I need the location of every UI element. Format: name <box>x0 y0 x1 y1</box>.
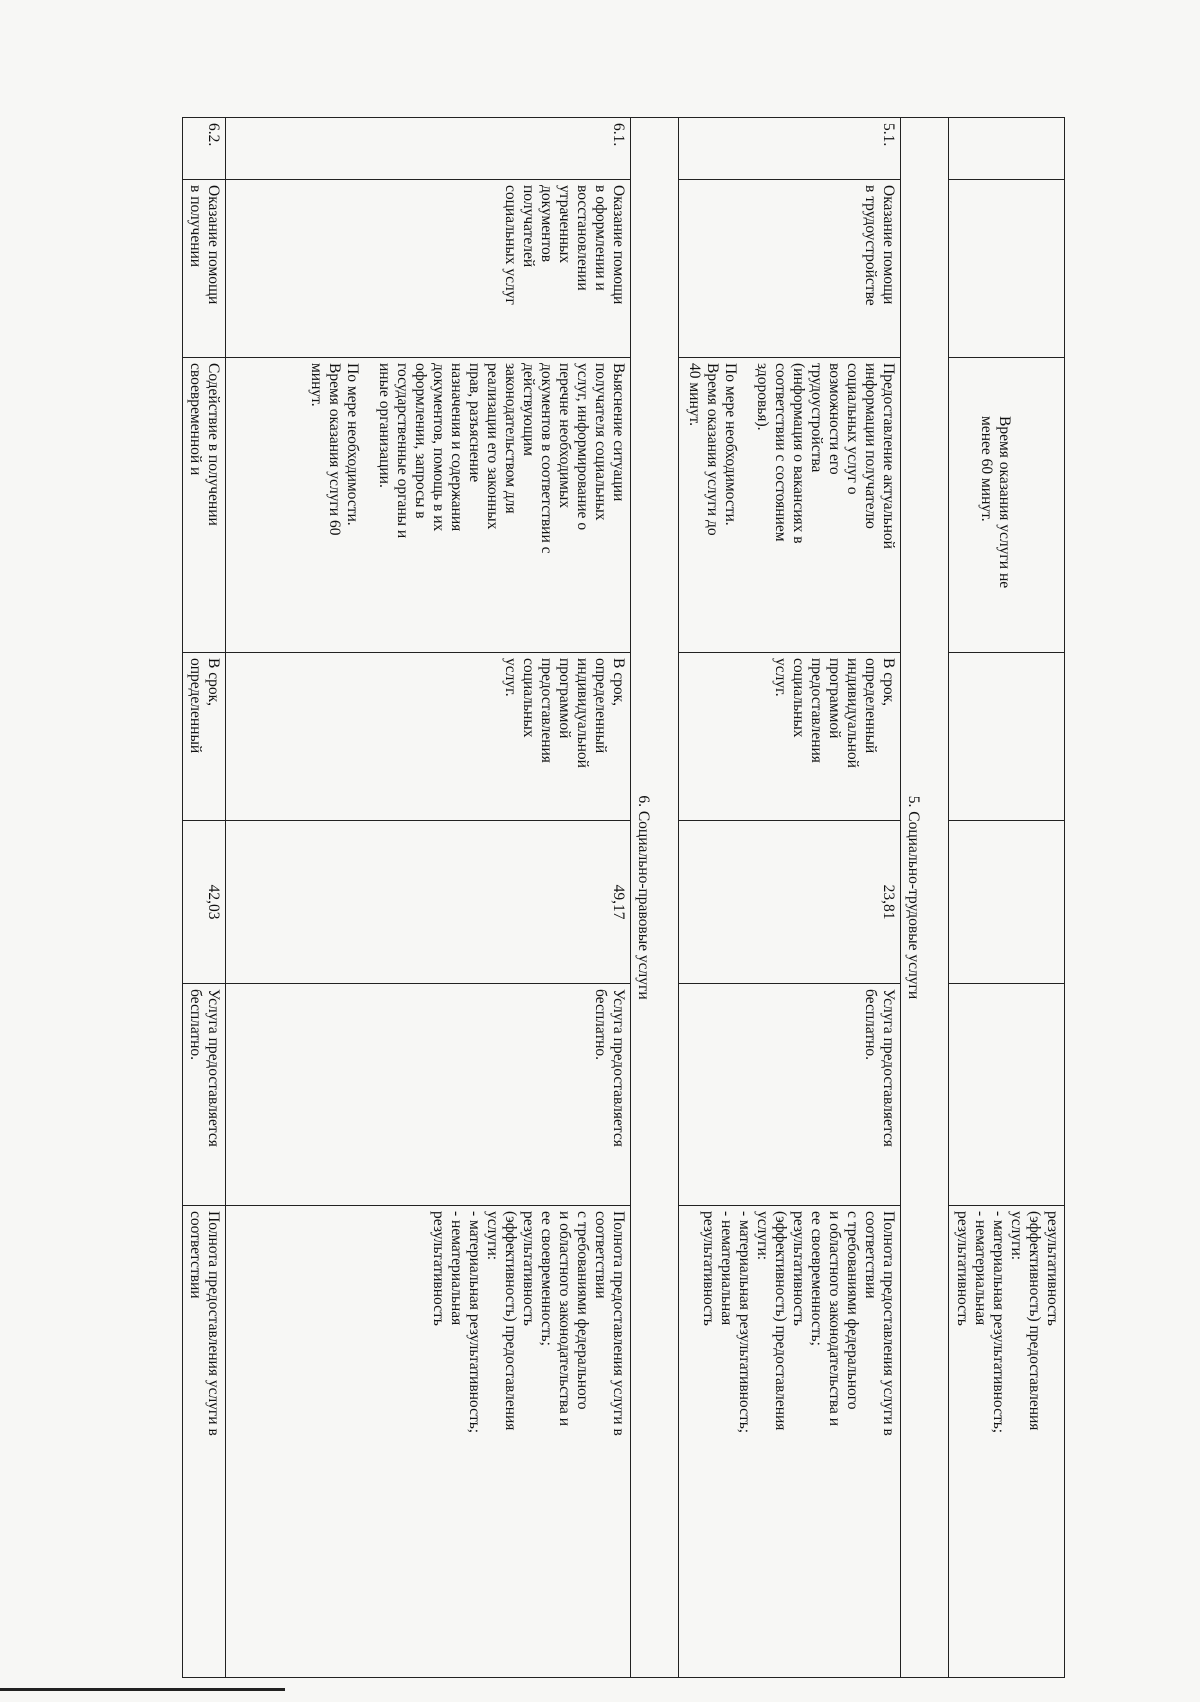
term-cell <box>226 653 631 821</box>
services-table-body <box>183 118 1065 1678</box>
quality-line: результативность <box>1044 1211 1061 1326</box>
name-line: в трудоустройстве <box>862 185 879 306</box>
description-line: социальных услуг о <box>844 363 861 495</box>
name-cell <box>183 180 226 358</box>
description-line: менее 60 минут. <box>978 416 995 522</box>
term-cell <box>949 653 1065 821</box>
quality-line: - материальная результативность; <box>466 1211 483 1434</box>
description-line: Время оказания услуги не <box>996 416 1013 589</box>
description-line: Предоставление актуальной <box>880 363 897 549</box>
quality-line: - нематериальная <box>972 1211 989 1326</box>
description-line: услуг, информирование о <box>574 363 591 531</box>
quality-line: ее своевременность; <box>538 1211 555 1346</box>
table-row <box>226 118 631 1678</box>
table-row <box>679 118 901 1678</box>
number-cell: 5.1. <box>679 118 901 180</box>
conditions-cell <box>183 984 226 1206</box>
term-line: предоставления <box>808 658 825 763</box>
price-cell <box>949 821 1065 984</box>
term-line: услуг. <box>502 658 519 697</box>
quality-line: соответствии <box>862 1211 879 1299</box>
description-cell <box>949 358 1065 653</box>
quality-line: Полнота предоставления услуги в <box>205 1211 222 1436</box>
section-row <box>901 118 949 1678</box>
name-cell <box>226 180 631 358</box>
description-line: (информация о вакансиях в <box>790 363 807 544</box>
name-line: Оказание помощи <box>610 185 627 305</box>
quality-line: соответствии <box>592 1211 609 1299</box>
name-line: Оказание помощи <box>205 185 222 305</box>
quality-line: соответствии <box>187 1211 204 1299</box>
description-line: назначения и содержания <box>448 363 465 532</box>
section-row <box>631 118 679 1678</box>
description-line: государственные органы и <box>394 363 411 539</box>
quality-cell <box>226 1206 631 1678</box>
name-line: в получении <box>187 185 204 268</box>
description-line: документов в соответствии с <box>538 363 555 554</box>
conditions-line: Услуга предоставляется <box>205 989 222 1147</box>
conditions-line: Услуга предоставляется <box>880 989 897 1147</box>
term-line: В срок, <box>205 658 222 706</box>
quality-line: (эффективность) предоставления <box>772 1211 789 1431</box>
number-cell: 6.2. <box>183 118 226 180</box>
description-line: здоровья). <box>754 363 771 431</box>
quality-cell <box>949 1206 1065 1678</box>
term-line: индивидуальной <box>574 658 591 768</box>
term-line: программой <box>556 658 573 739</box>
name-line: утраченных <box>556 185 573 264</box>
name-line: получателей <box>520 185 537 268</box>
description-line: информации получателю <box>862 363 879 529</box>
number-cell <box>949 118 1065 180</box>
description-cell <box>183 358 226 653</box>
quality-line: результативность <box>954 1211 971 1326</box>
name-line: восстановлении <box>574 185 591 291</box>
name-line: документов <box>538 185 555 263</box>
name-line: социальных услуг <box>502 185 519 305</box>
quality-line: Полнота предоставления услуги в <box>880 1211 897 1436</box>
name-cell <box>679 180 901 358</box>
number-cell: 6.1. <box>226 118 631 180</box>
description-line: документов, помощь в их <box>430 363 447 532</box>
quality-line: ее своевременность; <box>808 1211 825 1346</box>
quality-line: (эффективность) предоставления <box>502 1211 519 1431</box>
description-line: минут. <box>308 363 325 407</box>
term-line: индивидуальной <box>844 658 861 768</box>
quality-line: - материальная результативность; <box>990 1211 1007 1434</box>
conditions-cell <box>949 984 1065 1206</box>
conditions-line: бесплатно. <box>592 989 609 1061</box>
description-line: действующим <box>520 363 537 456</box>
quality-line: с требованиями федерального <box>574 1211 591 1410</box>
description-line: соответствии с состоянием <box>772 363 789 542</box>
quality-line: и областного законодательства и <box>826 1211 843 1427</box>
description-line: возможности его <box>826 363 843 475</box>
quality-line: результативность <box>430 1211 447 1326</box>
table-row <box>183 118 226 1678</box>
name-line: Оказание помощи <box>880 185 897 305</box>
quality-cell <box>183 1206 226 1678</box>
paragraph-gap <box>361 363 375 647</box>
term-line: услуг. <box>772 658 789 697</box>
term-line: В срок, <box>880 658 897 706</box>
description-line: законодательством для <box>502 363 519 514</box>
quality-line: с требованиями федерального <box>844 1211 861 1410</box>
description-line: По мере необходимости. <box>344 363 361 526</box>
quality-line: услуги: <box>1008 1211 1025 1261</box>
description-line: Время оказания услуги до <box>704 363 721 536</box>
term-line: предоставления <box>538 658 555 763</box>
quality-line: - нематериальная <box>718 1211 735 1326</box>
description-line: прав, разъяснение <box>466 363 483 483</box>
edge-mark-bottom-left <box>0 1688 285 1691</box>
name-cell <box>949 180 1065 358</box>
name-line: в оформлении и <box>592 185 609 291</box>
quality-line: (эффективность) предоставления <box>1026 1211 1043 1431</box>
price-cell: 49,17 <box>226 821 631 984</box>
price-cell: 23,81 <box>679 821 901 984</box>
description-line: Выяснение ситуации <box>610 363 627 502</box>
term-cell <box>679 653 901 821</box>
services-table <box>182 117 1065 1678</box>
quality-cell <box>679 1206 901 1678</box>
description-cell <box>226 358 631 653</box>
conditions-line: бесплатно. <box>862 989 879 1061</box>
section-title: 6. Социально-правовые услуги <box>631 118 679 1678</box>
description-line: реализации его законных <box>484 363 501 530</box>
description-line: Содействие в получении <box>205 363 222 526</box>
conditions-cell <box>226 984 631 1206</box>
conditions-cell <box>679 984 901 1206</box>
description-line: 40 минут. <box>686 363 703 427</box>
term-line: программой <box>826 658 843 739</box>
quality-line: результативность <box>790 1211 807 1326</box>
description-line: перечне необходимых <box>556 363 573 509</box>
quality-line: результативность <box>520 1211 537 1326</box>
description-line: получателя социальных <box>592 363 609 521</box>
term-line: определенный <box>862 658 879 754</box>
description-line: По мере необходимости. <box>722 363 739 526</box>
description-line: Время оказания услуги 60 <box>326 363 343 536</box>
continuation-row <box>949 118 1065 1678</box>
term-line: социальных <box>790 658 807 738</box>
description-line: трудоустройства <box>808 363 825 473</box>
section-title: 5. Социально-трудовые услуги <box>901 118 949 1678</box>
quality-line: - нематериальная <box>448 1211 465 1326</box>
quality-line: и областного законодательства и <box>556 1211 573 1427</box>
rotated-page <box>135 117 1065 1677</box>
price-cell: 42,03 <box>183 821 226 984</box>
term-line: определенный <box>187 658 204 754</box>
quality-line: услуги: <box>754 1211 771 1261</box>
quality-line: услуги: <box>484 1211 501 1261</box>
paragraph-gap <box>739 363 753 647</box>
quality-line: Полнота предоставления услуги в <box>610 1211 627 1436</box>
description-cell <box>679 358 901 653</box>
conditions-line: бесплатно. <box>187 989 204 1061</box>
quality-line: - материальная результативность; <box>736 1211 753 1434</box>
description-line: оформлении, запросы в <box>412 363 429 519</box>
term-line: В срок, <box>610 658 627 706</box>
conditions-line: Услуга предоставляется <box>610 989 627 1147</box>
term-cell <box>183 653 226 821</box>
term-line: социальных <box>520 658 537 738</box>
quality-line: результативность <box>700 1211 717 1326</box>
term-line: определенный <box>592 658 609 754</box>
description-line: иные организации. <box>376 363 393 488</box>
description-line: своевременной и <box>187 363 204 476</box>
